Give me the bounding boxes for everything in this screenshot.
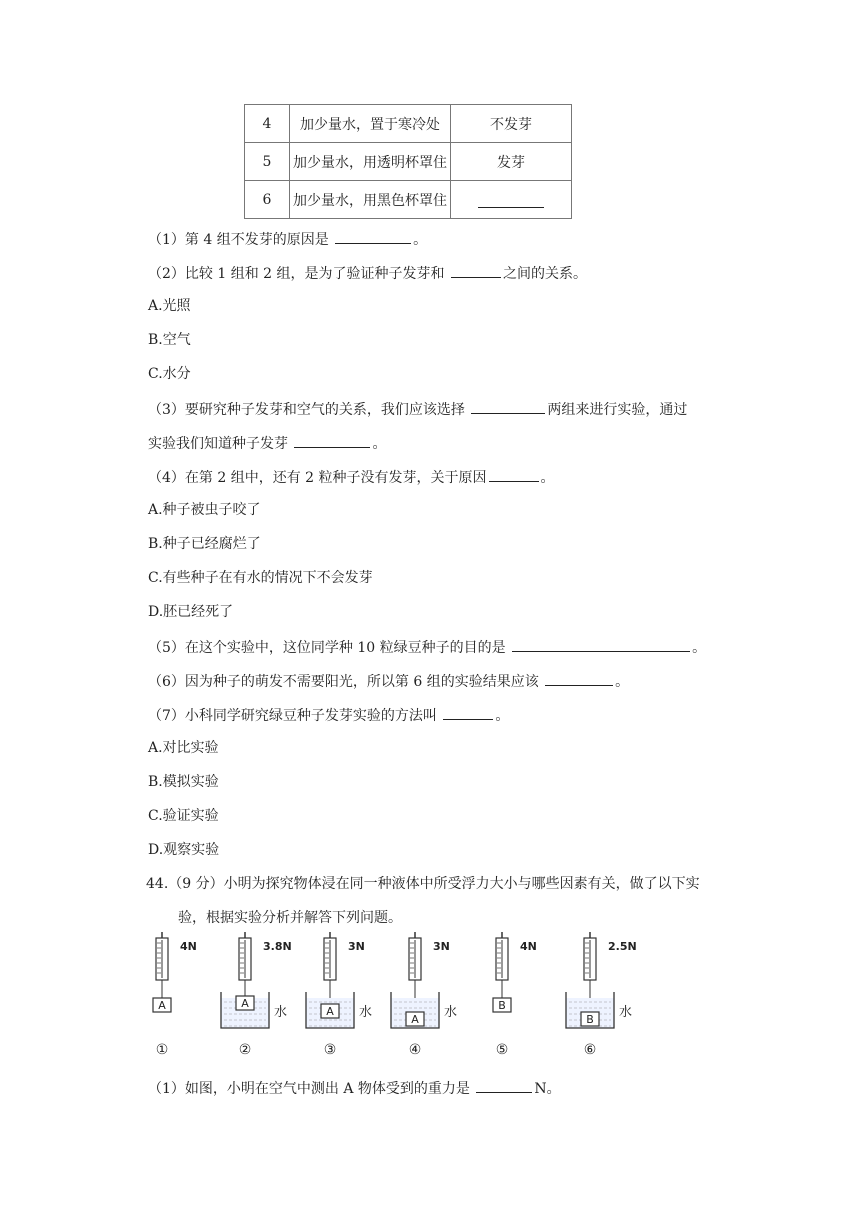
- question-7: （7）小科同学研究绿豆种子发芽实验的方法叫 。: [148, 705, 509, 725]
- answer-blank: [443, 705, 493, 720]
- option: A.光照: [148, 298, 191, 314]
- panel-label: ①: [155, 1042, 169, 1058]
- question-44-title: 44.（9 分）小明为探究物体浸在同一种液体中所受浮力大小与哪些因素有关，做了以下实: [146, 876, 700, 892]
- liquid-label: 水: [619, 1005, 633, 1020]
- table-row: [245, 105, 572, 143]
- object-label: B: [498, 999, 506, 1012]
- answer-blank: [489, 467, 539, 482]
- buoyancy-experiment-figure: [140, 930, 660, 1060]
- table-row: [245, 143, 572, 181]
- option: A.种子被虫子咬了: [148, 502, 261, 518]
- group-condition: 加少量水，用黑色杯罩住: [290, 181, 451, 219]
- liquid-label: 水: [274, 1005, 288, 1020]
- scale-reading: 3N: [433, 940, 450, 953]
- question-44-1: （1）如图，小明在空气中测出 A 物体受到的重力是 N。: [148, 1078, 561, 1098]
- object-label: A: [241, 997, 249, 1010]
- group-number: 6: [245, 181, 290, 219]
- option: D.胚已经死了: [148, 604, 234, 620]
- question-6: （6）因为种子的萌发不需要阳光，所以第 6 组的实验结果应该 。: [148, 671, 629, 691]
- group-result: 发芽: [451, 143, 572, 181]
- group-number: 5: [245, 143, 290, 181]
- question-5: （5）在这个实验中，这位同学种 10 粒绿豆种子的目的是 。: [148, 637, 706, 657]
- question-3-cont: 实验我们知道种子发芽 。: [148, 433, 386, 453]
- scale-reading: 3N: [348, 940, 365, 953]
- scale-reading: 2.5N: [608, 940, 637, 953]
- answer-blank: [471, 399, 545, 414]
- panel-label: ⑥: [583, 1042, 597, 1058]
- option: A.对比实验: [148, 740, 219, 756]
- option: B.空气: [148, 332, 191, 348]
- scale-reading: 4N: [180, 940, 197, 953]
- answer-blank: [478, 191, 544, 208]
- option: C.水分: [148, 366, 191, 382]
- group-number: 4: [245, 105, 290, 143]
- option: D.观察实验: [148, 842, 220, 858]
- group-result: 不发芽: [451, 105, 572, 143]
- answer-blank: [545, 671, 613, 686]
- answer-blank: [512, 637, 690, 652]
- group-condition: 加少量水，用透明杯罩住: [290, 143, 451, 181]
- question-2: （2）比较 1 组和 2 组，是为了验证种子发芽和 之间的关系。: [148, 263, 587, 283]
- option: C.有些种子在有水的情况下不会发芽: [148, 570, 373, 586]
- answer-blank: [476, 1078, 532, 1093]
- group-result-blank: [451, 181, 572, 219]
- object-label: A: [158, 999, 166, 1012]
- scale-reading: 4N: [520, 940, 537, 953]
- panel-label: ⑤: [495, 1042, 509, 1058]
- answer-blank: [335, 229, 411, 244]
- object-label: B: [586, 1013, 594, 1026]
- question-4: （4）在第 2 组中，还有 2 粒种子没有发芽，关于原因 。: [148, 467, 555, 487]
- panel-label: ③: [323, 1042, 337, 1058]
- option: C.验证实验: [148, 808, 219, 824]
- question-1: （1）第 4 组不发芽的原因是 。: [148, 229, 427, 249]
- panel-label: ②: [238, 1042, 252, 1058]
- object-label: A: [411, 1013, 419, 1026]
- panel-label: ④: [408, 1042, 422, 1058]
- table-row: [245, 181, 572, 219]
- answer-blank: [451, 263, 501, 278]
- liquid-label: 水: [359, 1005, 373, 1020]
- scale-reading: 3.8N: [263, 940, 292, 953]
- answer-blank: [294, 433, 370, 448]
- liquid-label: 水: [444, 1005, 458, 1020]
- object-label: A: [326, 1005, 334, 1018]
- option: B.种子已经腐烂了: [148, 536, 261, 552]
- question-44-title-cont: 验，根据实验分析并解答下列问题。: [178, 910, 402, 926]
- group-condition: 加少量水，置于寒冷处: [290, 105, 451, 143]
- experiment-table: [244, 104, 572, 219]
- option: B.模拟实验: [148, 774, 219, 790]
- question-3: （3）要研究种子发芽和空气的关系，我们应该选择 两组来进行实验，通过: [148, 399, 687, 419]
